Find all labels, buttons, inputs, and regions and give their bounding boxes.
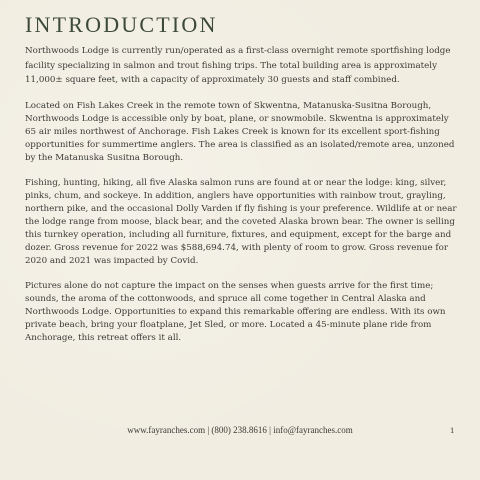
paragraph-experience: Pictures alone do not capture the impact on the senses when guests arrive for the first time; sounds, the aroma of the cottonwoods, and spruce all come together in Central Alaska and Northwoods Lodge. Opportunities to expand this remarkable offering are endless. With its own private beach, bring your floatplane, Jet Sled, or more. Located a 45-minute plane ride from Anchorage, this retreat offers it all. xyxy=(25,280,446,343)
paragraph-activities: Fishing, hunting, hiking, all five Alaska salmon runs are found at or near the lodge: king, silver, pinks, chum, and sockeye. In addition, anglers have opportunities with rainbow trout, grayling, northern pike, and the occasional Dolly Varden if fly fishing is your preference. Wildlife at or near the lodge range from moose, black bear, and the coveted Alaska brown bear. The owner is selling this turnkey operation, including all furniture, fixtures, and equipment, except for the barge and dozer. Gross revenue for 2022 was $588,694.74, with plenty of room to grow. Gross revenue for 2020 and 2021 was impacted by Covid. xyxy=(25,177,457,266)
footer-contact: www.fayranches.com | (800) 238.8616 | info@fayranches.com xyxy=(127,425,353,435)
page-number: 1 xyxy=(450,425,455,435)
body-text xyxy=(25,44,461,357)
page-title: INTRODUCTION xyxy=(25,12,218,37)
paragraph-overview: Northwoods Lodge is currently run/operated as a first-class overnight remote sportfishing lodge facility specializing in salmon and trout fishing trips. The total building area is approximately 11,000± square feet, with a capacity of approximately 30 guests and staff combined. xyxy=(25,46,451,85)
paragraph-location: Located on Fish Lakes Creek in the remote town of Skwentna, Matanuska-Susitna Borough, Northwoods Lodge is accessible only by boat, plane, or snowmobile. Skwentna is approximately 65 air miles northwest of Anchorage. Fish Lakes Creek is known for its excellent sport-fishing opportunities for summertime anglers. The area is classified as an isolated/remote area, unzoned by the Matanuska Susitna Borough. xyxy=(25,100,455,163)
